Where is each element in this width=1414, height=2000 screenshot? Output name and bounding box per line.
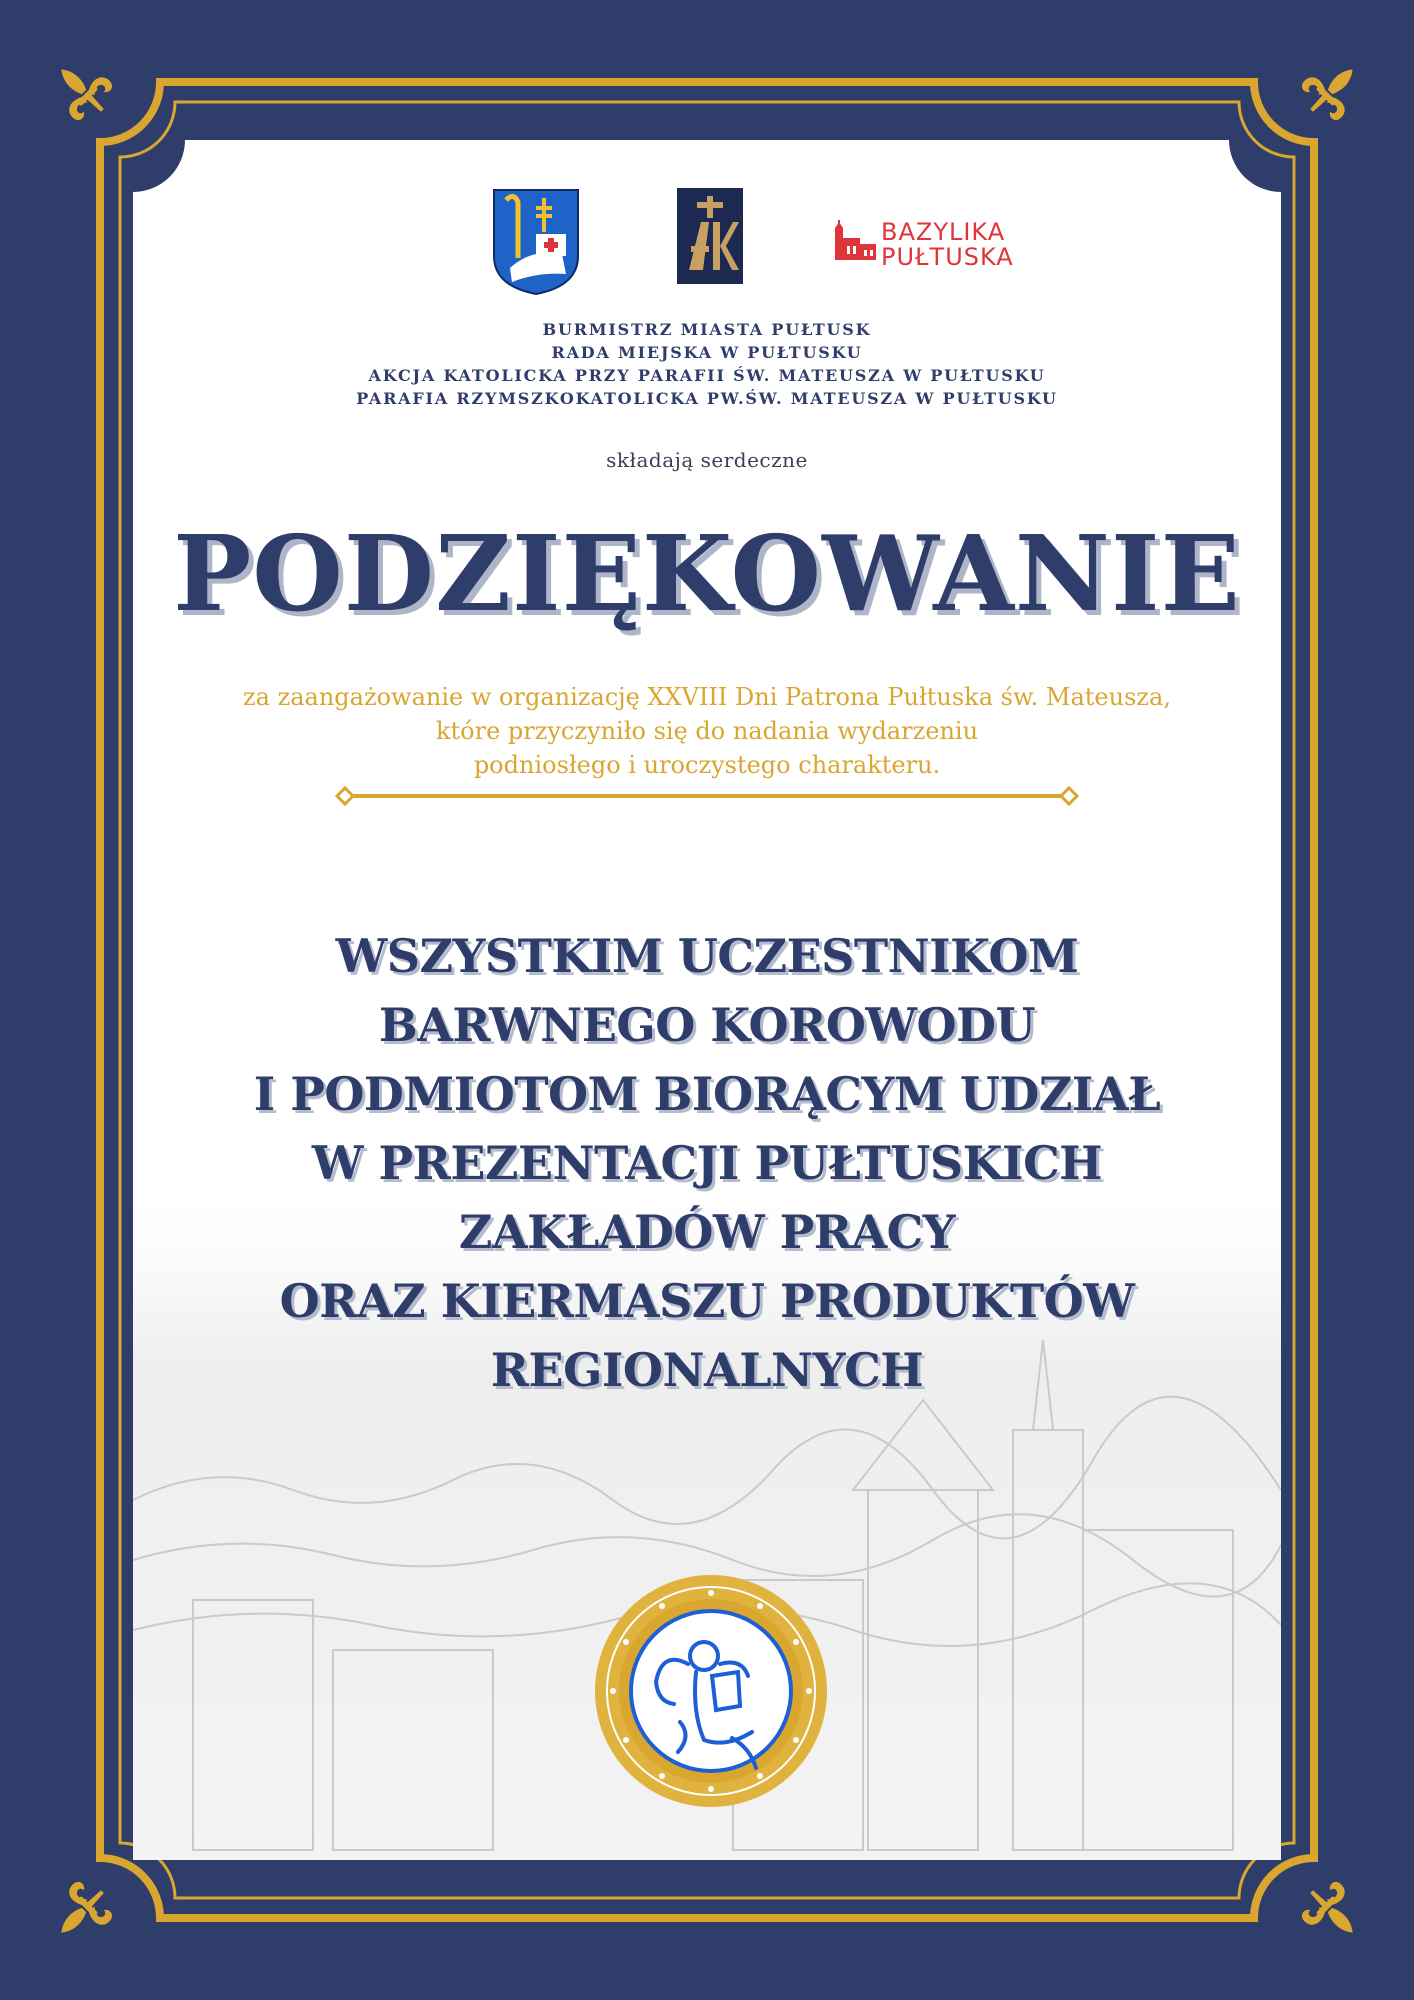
akcja-katolicka-logo-icon [677,188,743,284]
recipient-line: ORAZ KIERMASZU PRODUKTÓW [279,1274,1135,1328]
recipient-line: BARWNEGO KOROWODU [378,998,1036,1052]
organizer-line: AKCJA KATOLICKA PRZY PARAFII ŚW. MATEUSZA W PUŁTUSKU [368,366,1046,385]
ornamental-divider [334,785,1080,807]
description-line: za zaangażowanie w organizację XXVIII Dni Patrona Pułtuska św. Mateusza, [242,683,1171,711]
organizers-list [0,318,1414,410]
organizer-line: RADA MIEJSKA W PUŁTUSKU [551,343,863,362]
intro-text: składają serdeczne [606,448,808,472]
organizer-line: BURMISTRZ MIASTA PUŁTUSK [542,320,872,339]
logo-row [0,184,1414,284]
recipient-line: ZAKŁADÓW PRACY [458,1205,956,1259]
fleur-de-lis-icon [48,56,120,128]
saint-matthew-angel-seal-icon [592,1572,830,1810]
coat-of-arms-icon [492,188,580,296]
recipient-line: REGIONALNYCH [490,1343,924,1397]
basilica-logo-line2: PUŁTUSKA [881,243,1014,271]
basilica-logo [832,198,1032,271]
recipient-line: I PODMIOTOM BIORĄCYM UDZIAŁ [253,1067,1161,1121]
recipient-line: WSZYSTKIM UCZESTNIKOM [335,929,1079,983]
basilica-logo-line1: BAZYLIKA [881,218,1006,246]
description-line: które przyczyniło się do nadania wydarzeniu [435,717,979,745]
organizer-line: PARAFIA RZYMSZKOKATOLICKA PW.ŚW. MATEUSZA W PUŁTUSKU [356,389,1058,408]
description-line: podniosłego i uroczystego charakteru. [473,751,941,779]
description [0,680,1414,782]
page-title: PODZIĘKOWANIE [173,512,1241,635]
recipients-block [0,922,1414,1405]
fleur-de-lis-icon [1294,1874,1366,1946]
fleur-de-lis-icon [1294,56,1366,128]
recipient-line: W PREZENTACJI PUŁTUSKICH [311,1136,1103,1190]
church-icon [832,218,878,262]
fleur-de-lis-icon [48,1874,120,1946]
